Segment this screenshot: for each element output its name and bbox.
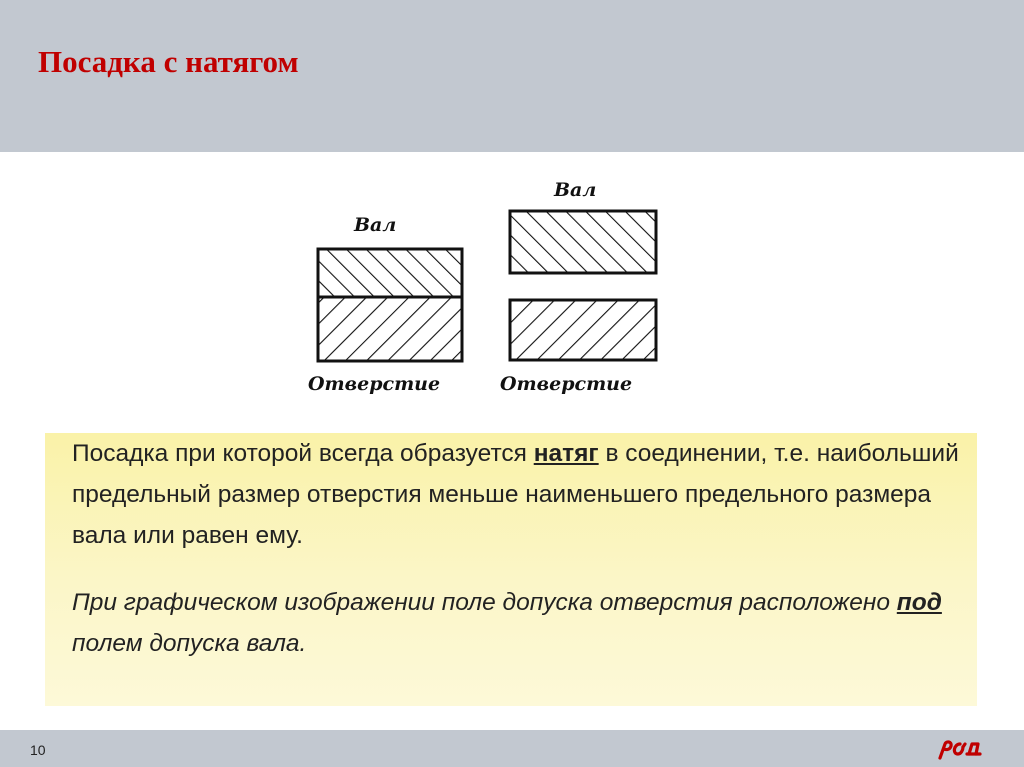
p1-text-end: в соединении, т.е. наибольший предельный размер отверстия меньше наименьшего предельного размера вала или равен ему. (72, 440, 959, 549)
tolerance-diagram (304, 168, 676, 404)
p2-text-start: При графическом изображении поле допуска отверстия расположено (72, 589, 897, 616)
p2-emphasis: под (896, 589, 942, 616)
rzd-logo (936, 736, 986, 762)
p1-emphasis: натяг (533, 440, 599, 467)
right-hole-label: Отверстие (500, 373, 633, 395)
slide-number: 10 (30, 742, 46, 758)
graphic-note-paragraph (72, 582, 972, 664)
right-shaft-field (510, 211, 656, 273)
left-shaft-field (318, 249, 462, 297)
right-shaft-label: Вал (554, 179, 597, 201)
footer-band (0, 730, 1024, 767)
p2-text-end: полем допуска вала. (72, 630, 307, 657)
right-hole-field (510, 300, 656, 360)
definition-paragraph (72, 433, 972, 556)
left-hole-field (318, 297, 462, 361)
left-shaft-label: Вал (354, 214, 397, 236)
p1-text-start: Посадка при которой всегда образуется (72, 440, 534, 467)
left-hole-label: Отверстие (308, 373, 441, 395)
slide-title: Посадка с натягом (38, 44, 299, 79)
left-diagram (308, 214, 462, 395)
definition-text (72, 433, 972, 664)
right-diagram (500, 179, 656, 395)
